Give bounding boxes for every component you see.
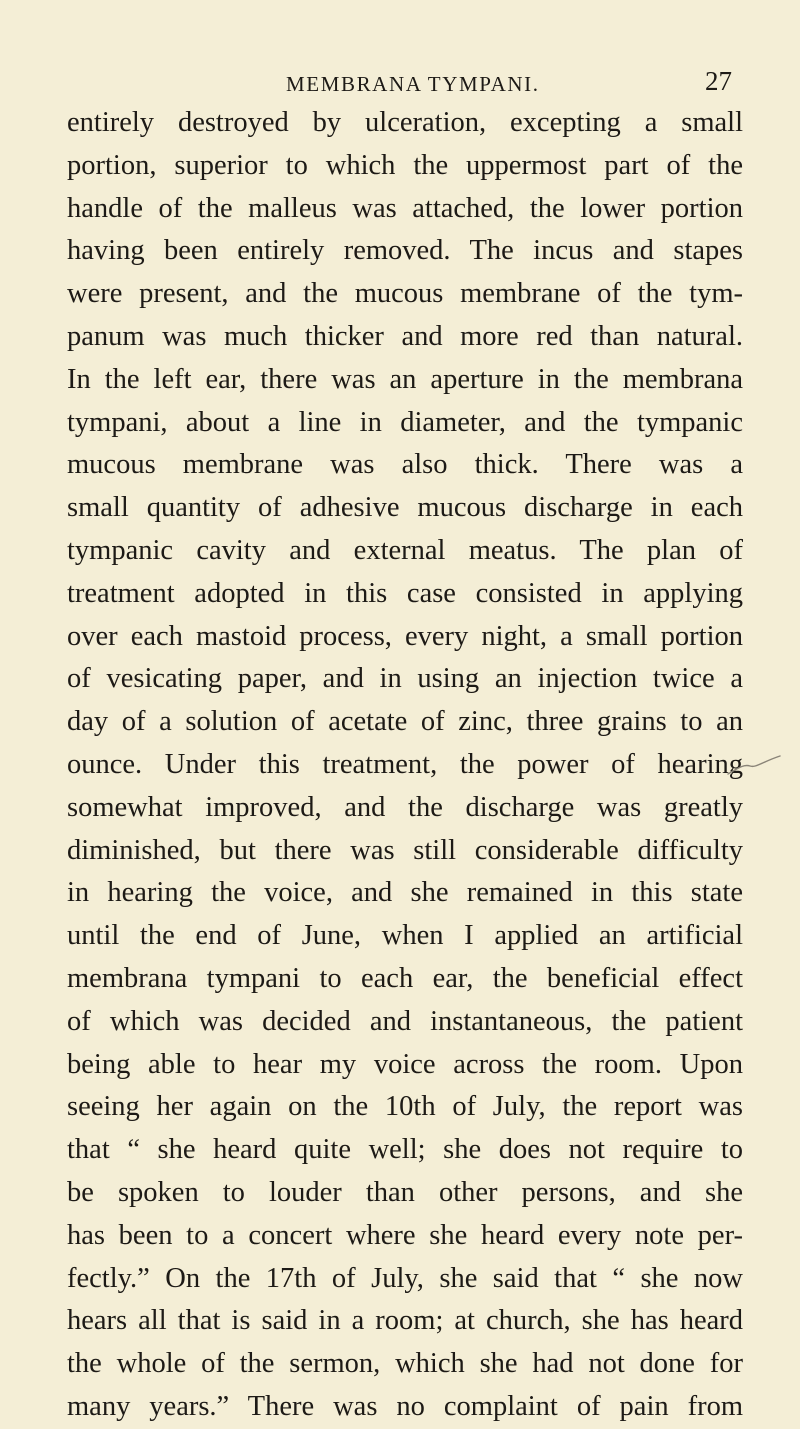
text-line: In the left ear, there was an aperture in the membrana xyxy=(67,363,743,395)
text-line: somewhat improved, and the discharge was greatly xyxy=(67,791,743,823)
text-line: that “ she heard quite well; she does not require to xyxy=(67,1134,743,1166)
text-line: tympanic cavity and external meatus. The plan of xyxy=(67,534,743,566)
text-line: over each mastoid process, every night, a small portion xyxy=(67,620,743,652)
body-text xyxy=(67,102,743,1429)
text-line: entirely destroyed by ulceration, excepting a small xyxy=(67,107,743,138)
text-line: having been entirely removed. The incus and stapes xyxy=(67,235,743,267)
text-line: fectly.” On the 17th of July, she said that “ she now xyxy=(67,1262,743,1294)
text-line: seeing her again on the 10th of July, the report was xyxy=(67,1091,743,1123)
text-line: treatment adopted in this case consisted in applying xyxy=(67,577,743,609)
text-line: in hearing the voice, and she remained in this state xyxy=(67,877,743,909)
page-number: 27 xyxy=(705,66,732,96)
text-line: small quantity of adhesive mucous discharge in each xyxy=(67,492,743,524)
text-line: tympani, about a line in diameter, and the tympanic xyxy=(67,406,743,438)
text-line: were present, and the mucous membrane of the tym- xyxy=(67,278,743,310)
text-line: many years.” There was no complaint of pain from xyxy=(67,1390,743,1422)
text-line: be spoken to louder than other persons, and she xyxy=(67,1176,743,1208)
text-line: the whole of the sermon, which she had not done for xyxy=(67,1348,743,1380)
text-line: panum was much thicker and more red than natural. xyxy=(67,320,743,352)
text-line: until the end of June, when I applied an artificial xyxy=(67,920,743,952)
text-line: day of a solution of acetate of zinc, three grains to an xyxy=(67,706,743,738)
running-title: MEMBRANA TYMPANI. xyxy=(286,72,540,96)
text-line: being able to hear my voice across the room. Upon xyxy=(67,1048,743,1080)
text-line: diminished, but there was still considerable difficulty xyxy=(67,834,743,866)
text-line: of which was decided and instantaneous, the patient xyxy=(67,1005,743,1037)
text-line: membrana tympani to each ear, the beneficial effect xyxy=(67,962,743,994)
text-line: of vesicating paper, and in using an injection twice a xyxy=(67,663,743,695)
pencil-check-mark-icon xyxy=(724,754,784,780)
text-line: mucous membrane was also thick. There was a xyxy=(67,449,743,481)
text-line: hears all that is said in a room; at church, she has heard xyxy=(67,1305,743,1337)
text-line: portion, superior to which the uppermost part of the xyxy=(67,149,743,181)
text-line: ounce. Under this treatment, the power of hearing xyxy=(67,748,743,780)
text-line: handle of the malleus was attached, the lower portion xyxy=(67,192,743,224)
text-line: has been to a concert where she heard every note per- xyxy=(67,1219,743,1251)
